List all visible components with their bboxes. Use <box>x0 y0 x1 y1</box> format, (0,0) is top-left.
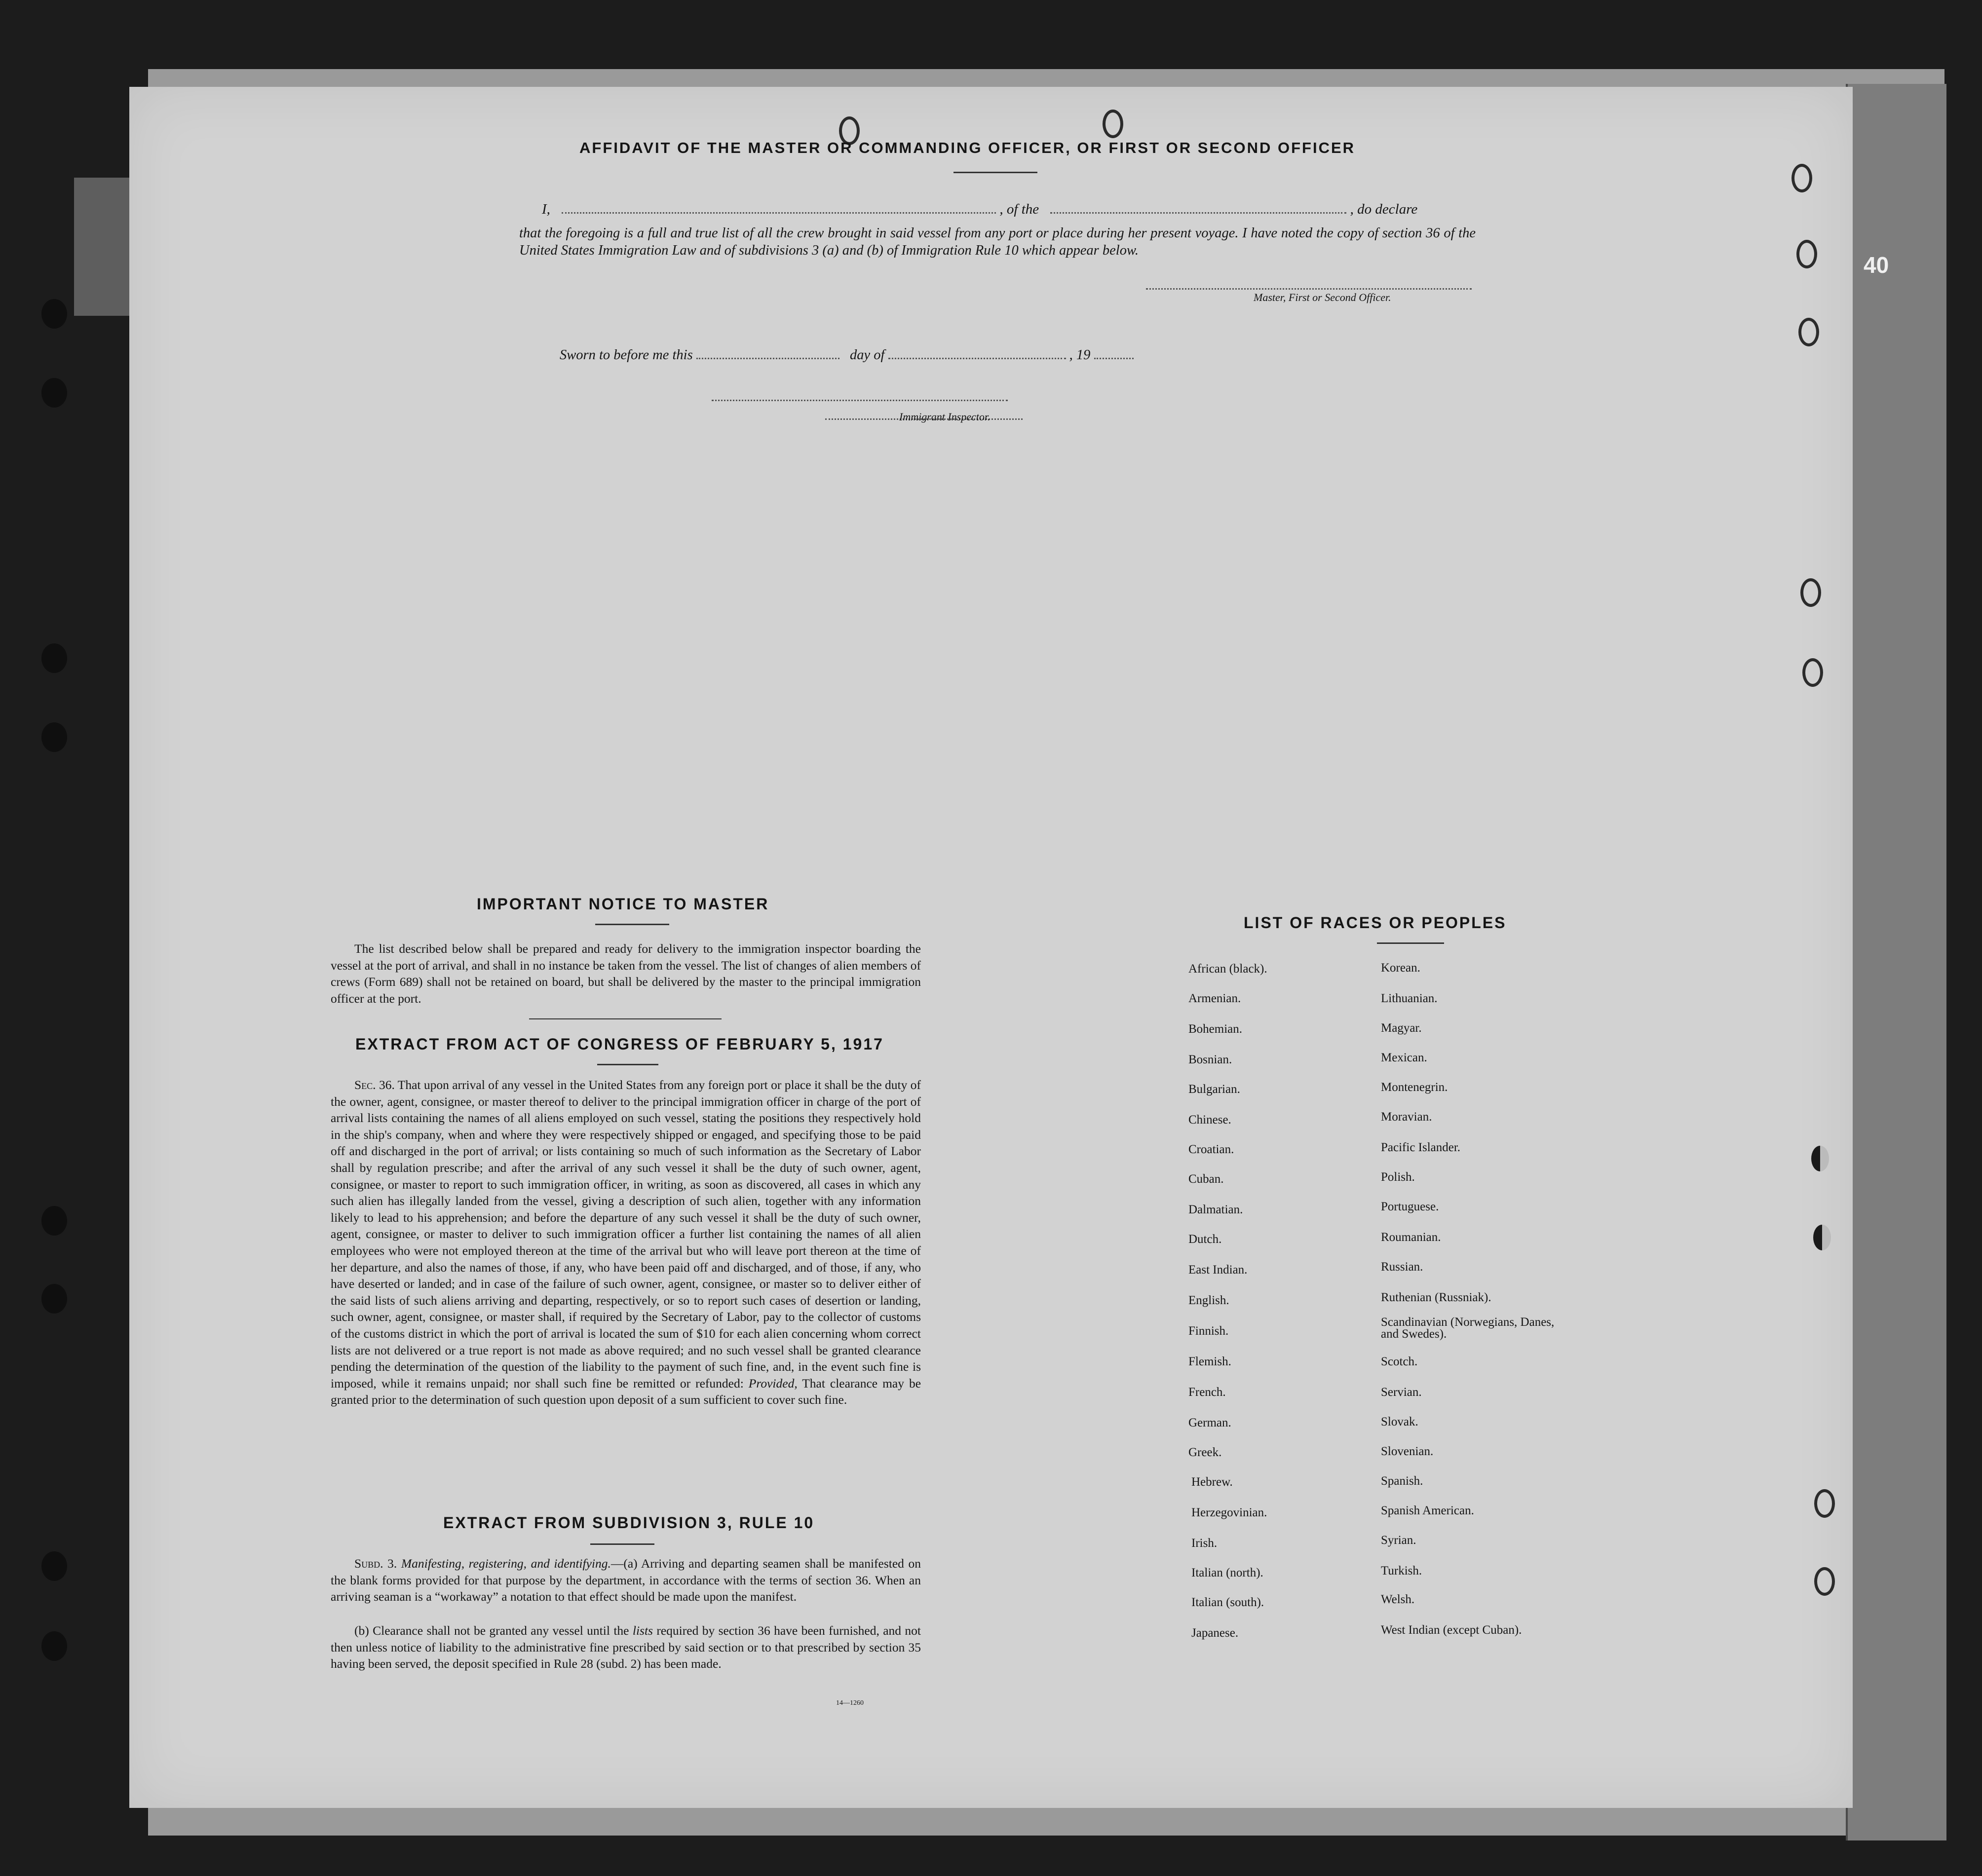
race-item: Moravian. <box>1381 1110 1432 1124</box>
race-item: Lithuanian. <box>1381 992 1438 1005</box>
punch-hole <box>1811 1146 1829 1171</box>
race-item: Dalmatian. <box>1188 1203 1243 1216</box>
punch-hole <box>41 1631 67 1661</box>
affidavit-declare: , do declare <box>1350 201 1418 217</box>
race-item: Cuban. <box>1188 1172 1224 1186</box>
race-item: Servian. <box>1381 1386 1422 1399</box>
punch-hole <box>41 1206 67 1236</box>
sworn-year: , 19 <box>1069 347 1091 363</box>
race-item: Magyar. <box>1381 1021 1422 1035</box>
master-signature-label: Master, First or Second Officer. <box>1254 291 1391 303</box>
race-item: Irish. <box>1191 1537 1218 1550</box>
race-item: Mexican. <box>1381 1051 1427 1064</box>
race-item: German. <box>1188 1416 1231 1429</box>
punch-hole <box>1800 578 1821 607</box>
race-item: Korean. <box>1381 961 1420 975</box>
affidavit-title: AFFIDAVIT OF THE MASTER OR COMMANDING OFFICER, OR FIRST OR SECOND OFFICER <box>579 139 1356 156</box>
rule-extract-para-b <box>331 1622 921 1672</box>
punch-hole <box>1798 318 1819 346</box>
notice-body: The list described below shall be prepared and ready for delivery to the immigration inspector boarding the vessel at the port of arrival, and shall in no instance be taken from the vessel. The list of changes of alien members of crews (Form 689) shall not be retained on board, but shall be delivered by the master to the principal immigration officer at the port. <box>331 941 921 1006</box>
race-item: Greek. <box>1188 1446 1222 1459</box>
race-item: Slovak. <box>1381 1415 1418 1428</box>
notice-divider <box>529 1018 722 1019</box>
race-item: Bosnian. <box>1188 1053 1232 1066</box>
race-item: Russian. <box>1381 1260 1423 1274</box>
race-item: French. <box>1188 1386 1226 1399</box>
master-signature-line[interactable] <box>1146 288 1472 290</box>
para-b-lists: lists <box>632 1623 653 1638</box>
affidavit-body: that the foregoing is a full and true list of all the crew brought in said vessel from any port or place during her present voyage. I have noted the copy of section 36 of the United States Immigration Law and of subdivisions 3 (a) and (b) of Immigration Rule 10 which appear below. <box>519 225 1476 258</box>
proviso-text: That clearance may be granted prior to the determination of such question upon deposit of a sum sufficient to cover such fine. <box>331 1376 921 1407</box>
para-a-label: —(a) <box>610 1556 638 1571</box>
race-item: Finnish. <box>1188 1324 1229 1338</box>
para-a-text: Arriving and departing seamen shall be manifested on the blank forms provided for that purpose by the department, in accordance with the terms of section 36. When an arriving seaman is a “workaway” a notation to that effect should be made upon the manifest. <box>331 1556 921 1604</box>
sworn-prefix: Sworn to before me this <box>560 347 693 363</box>
punch-hole <box>1796 240 1817 268</box>
punch-hole <box>1791 164 1812 192</box>
notice-title: IMPORTANT NOTICE TO MASTER <box>477 895 769 913</box>
rule-extract-title-rule <box>590 1543 654 1545</box>
race-item: Armenian. <box>1188 992 1241 1005</box>
affidavit-line1 <box>542 201 1602 218</box>
race-item: Scandinavian (Norwegians, Danes, and Swedes). <box>1381 1315 1555 1341</box>
sworn-month-field[interactable] <box>888 358 1066 359</box>
race-item: Slovenian. <box>1381 1445 1434 1458</box>
underlying-sheet-edge <box>1846 84 1946 1840</box>
punch-hole <box>41 722 67 752</box>
sworn-year-field[interactable] <box>1094 358 1134 359</box>
race-item: Herzegovinian. <box>1191 1506 1267 1519</box>
race-item: Hebrew. <box>1191 1475 1233 1489</box>
race-item: Ruthenian (Russniak). <box>1381 1291 1491 1304</box>
affidavit-title-rule <box>953 172 1037 173</box>
race-item: West Indian (except Cuban). <box>1381 1623 1522 1637</box>
sworn-day-field[interactable] <box>696 358 839 359</box>
race-item: Bohemian. <box>1188 1022 1243 1036</box>
affidavit-of-the: , of the <box>999 201 1039 217</box>
para-b-text-2: required by section 36 have been furnished, and not then unless notice of liability to the administrative fine prescribed by said section or to that prescribed by section 35 having been served, the deposit specified in Rule 28 (subd. 2) has been made. <box>331 1623 921 1671</box>
race-item: Flemish. <box>1188 1355 1231 1368</box>
affidavit-i: I, <box>542 201 550 217</box>
section-36-text: That upon arrival of any vessel in the United States from any foreign port or place it shall be the duty of the owner, agent, consignee, or master thereof to deliver to the principal immigration officer in charge of the port of arrival lists containing the names of all aliens employed on such vessel, stating the positions they respectively hold in the ship's company, when and where they were respectively shipped or engaged, and specifying those to be paid off and discharged in the port of arrival; or lists containing so much of such information as the Secretary of Labor shall by regulation prescribe; and after the arrival of any such vessel it shall be the duty of such owner, agent, consignee, or master to report to such immigration officer, in writing, as soon as discovered, all cases in which any such alien has illegally landed from the vessel, giving a description of such alien, together with any information likely to lead to his apprehension; and before the departure of any such vessel it shall be the duty of such owner, agent, consignee, or master to deliver to such immigration officer a further list containing the names of all alien employees who were not employed thereon at the time of the arrival but who will leave port thereon at the time of her departure, and also the names of those, if any, who have been paid off and discharged, and of those, if any, who have deserted or landed; and in case of the failure of such owner, agent, consignee, or master so to deliver either of the said lists of such aliens arriving and departing, respectively, or so to report such cases of desertion or landing, such owner, agent, consignee, or master shall, if required by the Secretary of Labor, pay to the collector of customs of the customs district in which the port of arrival is located the sum of $10 for each alien concerning whom correct lists are not delivered or a true report is not made as above required; and no such vessel shall be granted clearance pending the determination of the question of the liability to the payment of such fine, and, in the event such fine is imposed, while it remains unpaid; nor shall such fine be remitted or refunded: <box>331 1078 921 1390</box>
sworn-line <box>560 347 1134 363</box>
affidavit-vessel-field[interactable] <box>1050 212 1346 214</box>
proviso-label: Provided, <box>748 1376 798 1390</box>
sworn-day-of: day of <box>849 347 885 363</box>
punch-hole <box>41 643 67 673</box>
subd-label: Subd. 3. <box>354 1556 397 1571</box>
race-item: Polish. <box>1381 1170 1415 1184</box>
race-item: Syrian. <box>1381 1534 1416 1547</box>
races-title: LIST OF RACES OR PEOPLES <box>1244 914 1507 932</box>
form-number: 14—1260 <box>836 1699 864 1707</box>
affidavit-name-field[interactable] <box>562 212 996 214</box>
race-item: Italian (south). <box>1191 1596 1264 1609</box>
race-item: Pacific Islander. <box>1381 1141 1461 1154</box>
race-item: Roumanian. <box>1381 1231 1441 1244</box>
subd-heading: Manifesting, registering, and identifying. <box>401 1556 611 1571</box>
page-number: 40 <box>1864 252 1889 278</box>
section-label: Sec. 36. <box>354 1078 395 1092</box>
punch-hole <box>1814 1489 1835 1518</box>
race-item: Scotch. <box>1381 1355 1418 1368</box>
races-title-rule <box>1377 942 1444 944</box>
punch-hole <box>41 1551 67 1581</box>
race-item: Portuguese. <box>1381 1200 1439 1213</box>
para-b-label: (b) <box>354 1623 369 1638</box>
act-extract-title: EXTRACT FROM ACT OF CONGRESS OF FEBRUARY 5, 1917 <box>355 1035 884 1053</box>
form-page <box>129 87 1853 1808</box>
inspector-signature-label: Immigrant Inspector. <box>899 411 991 423</box>
race-item: Chinese. <box>1188 1113 1231 1126</box>
para-b-text-1: Clearance shall not be granted any vessel until the <box>373 1623 629 1638</box>
act-extract-title-rule <box>597 1064 658 1065</box>
race-item: Italian (north). <box>1191 1566 1263 1579</box>
race-item: Spanish American. <box>1381 1504 1474 1517</box>
punch-hole <box>1814 1567 1835 1596</box>
punch-hole <box>41 378 67 408</box>
race-item: Japanese. <box>1191 1626 1239 1640</box>
race-item: Croatian. <box>1188 1143 1234 1156</box>
act-extract-body <box>331 1077 921 1408</box>
race-item: Bulgarian. <box>1188 1083 1240 1096</box>
race-item: African (black). <box>1188 962 1267 976</box>
race-item: East Indian. <box>1188 1263 1248 1276</box>
rule-extract-title: EXTRACT FROM SUBDIVISION 3, RULE 10 <box>443 1514 815 1532</box>
punch-hole <box>41 299 67 329</box>
race-item: Montenegrin. <box>1381 1081 1448 1094</box>
race-item: Welsh. <box>1381 1593 1415 1606</box>
inspector-signature-line[interactable] <box>712 400 1008 401</box>
punch-hole <box>41 1284 67 1313</box>
notice-title-rule <box>595 924 669 925</box>
rule-extract-para-a <box>331 1555 921 1605</box>
race-item: Spanish. <box>1381 1474 1423 1488</box>
punch-hole <box>1813 1225 1831 1250</box>
race-item: Dutch. <box>1188 1233 1222 1246</box>
punch-hole <box>1103 110 1123 138</box>
race-item: English. <box>1188 1294 1229 1307</box>
punch-hole <box>1802 658 1823 687</box>
race-item: Turkish. <box>1381 1564 1422 1577</box>
